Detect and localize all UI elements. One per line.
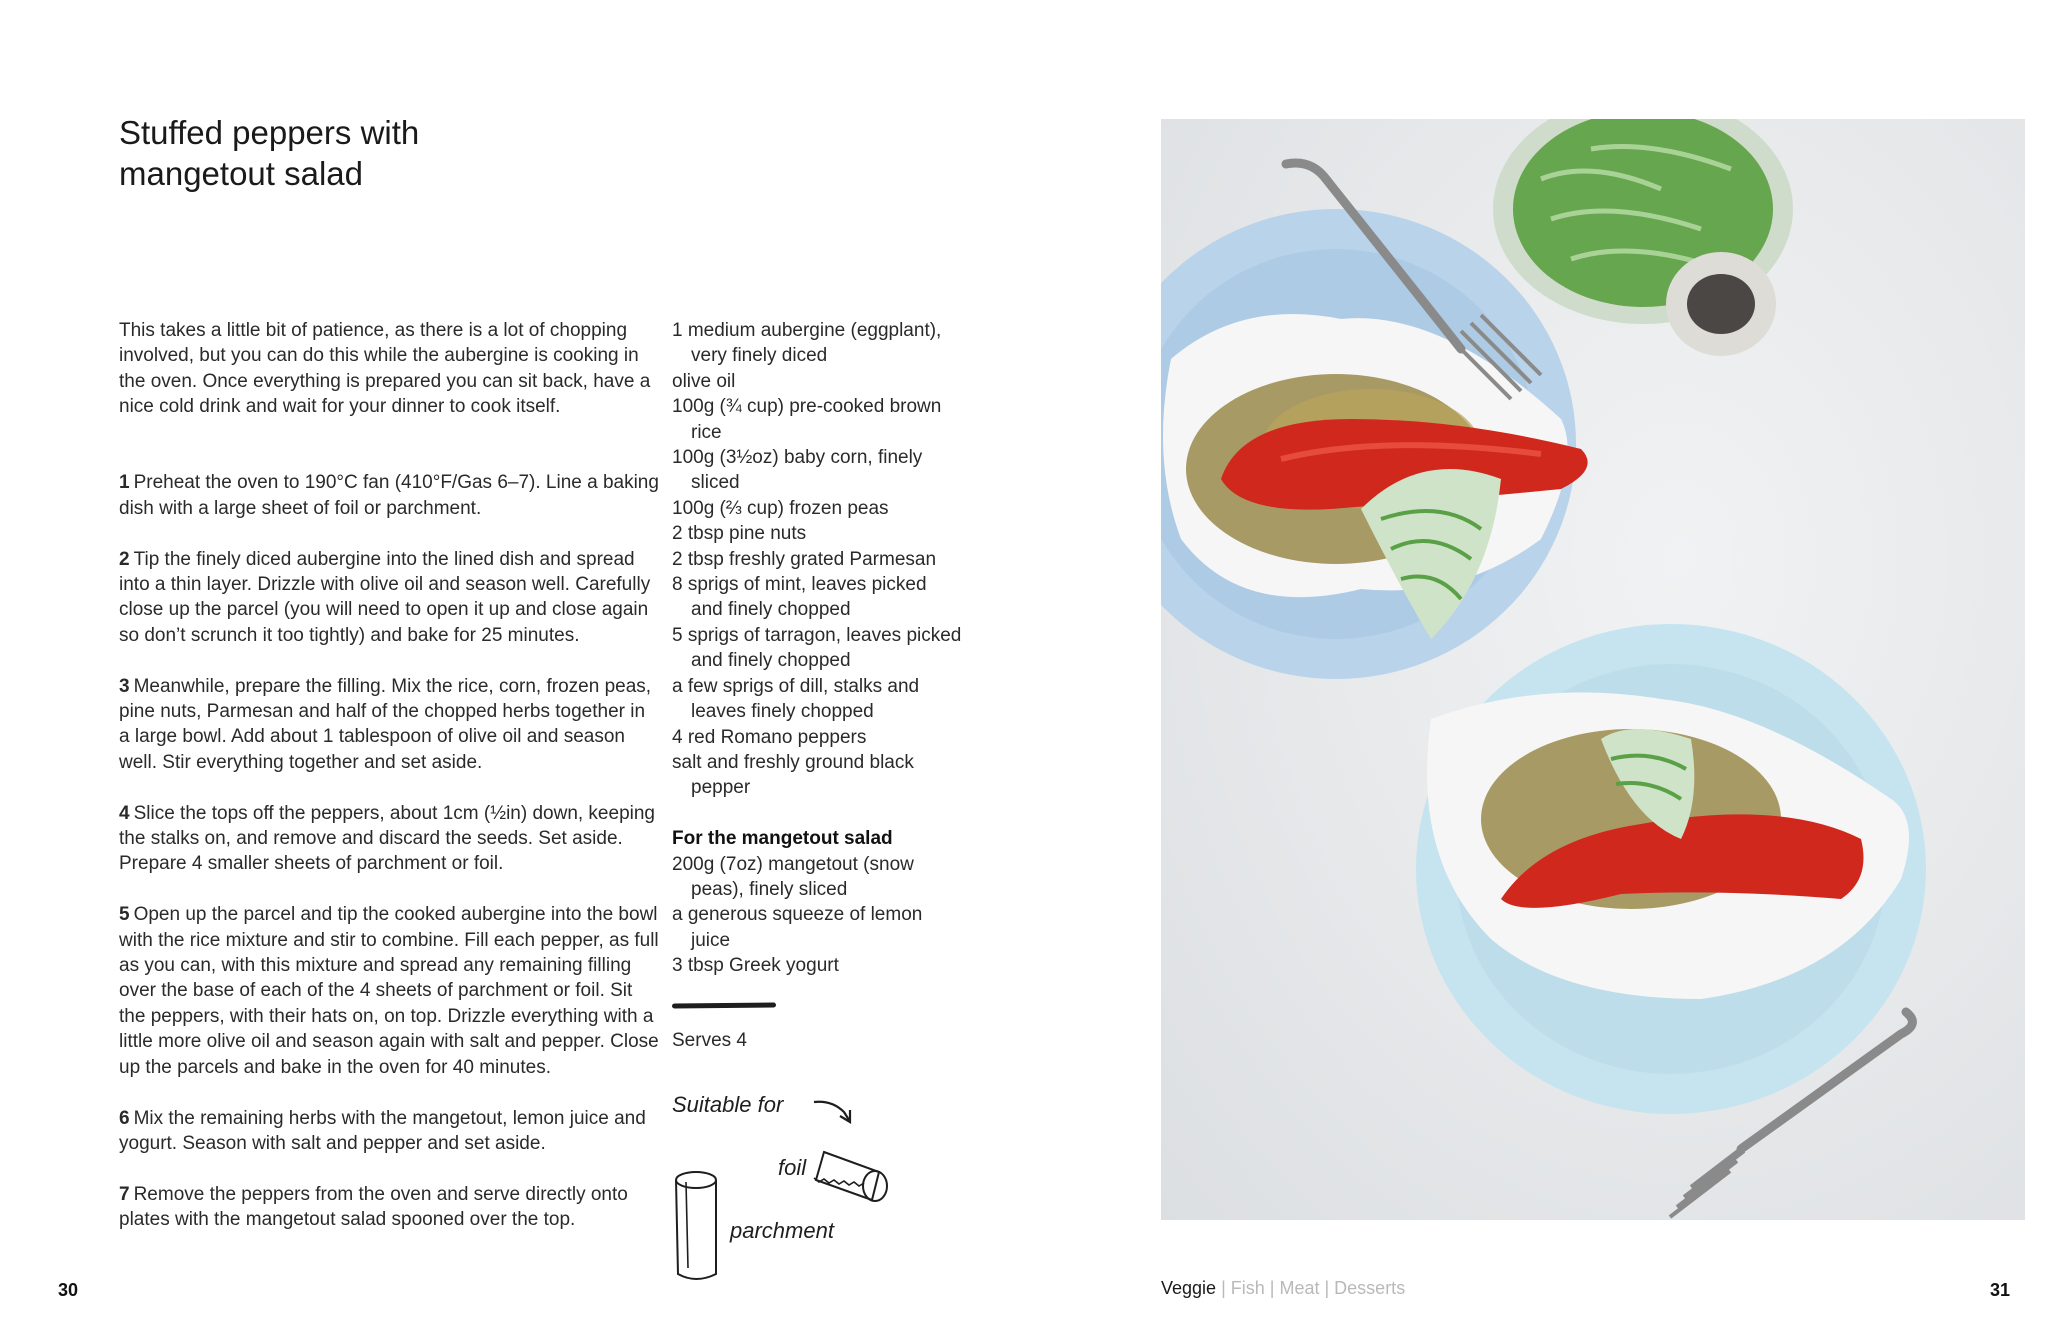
ingredient-item: 100g (¾ cup) pre-cooked brown rice (672, 396, 942, 443)
step-number: 6 (119, 1107, 130, 1129)
method-step (119, 1182, 659, 1233)
stuffed-peppers-illustration (1161, 119, 2025, 1220)
salad-ingredient-item: 3 tbsp Greek yogurt (672, 955, 839, 977)
page-number-right: 31 (1989, 1280, 2010, 1300)
method-column (119, 318, 659, 1258)
method-step (119, 1106, 659, 1157)
salad-ingredient-item: 200g (7oz) mangetout (snow peas), finely sliced (672, 853, 914, 900)
recipe-title-line2: mangetout salad (119, 155, 364, 192)
parchment-label: parchment (730, 1218, 834, 1243)
nav-veggie[interactable]: Veggie (1161, 1278, 1217, 1298)
method-step (119, 902, 659, 1080)
step-text: Slice the tops off the peppers, about 1cm (½in) down, keeping the stalks on, and remove and discard the seeds. Set aside. Prepare 4 smaller sheets of parchment or foil. (119, 802, 655, 875)
ingredient-item: 8 sprigs of mint, leaves picked and finely chopped (672, 574, 927, 621)
nav-meat[interactable]: Meat (1279, 1278, 1320, 1298)
step-text: Remove the peppers from the oven and serve directly onto plates with the mangetout salad spooned over the top. (119, 1183, 628, 1231)
nav-fish[interactable]: Fish (1230, 1278, 1265, 1298)
brush-divider (672, 1002, 776, 1008)
left-page (0, 0, 1033, 1329)
foil-roll-icon (814, 1152, 887, 1201)
foil-label: foil (778, 1155, 807, 1180)
method-step (119, 674, 659, 776)
nav-separator: | (1324, 1278, 1330, 1298)
nav-separator: | (1269, 1278, 1275, 1298)
right-page (1033, 0, 2067, 1329)
step-number: 1 (119, 472, 130, 494)
ingredient-item: olive oil (672, 370, 736, 392)
salad-ingredient-item: a generous squeeze of lemon juice (672, 904, 923, 951)
ingredient-item: salt and freshly ground black pepper (672, 751, 914, 799)
ingredient-item: 5 sprigs of tarragon, leaves picked and finely chopped (672, 624, 962, 672)
parchment-roll-icon (676, 1172, 716, 1279)
nav-desserts[interactable]: Desserts (1334, 1278, 1406, 1298)
method-step (119, 801, 659, 877)
chapter-nav (1161, 1278, 1405, 1299)
ingredient-item: 2 tbsp pine nuts (672, 523, 807, 545)
step-number: 7 (119, 1183, 130, 1205)
ingredient-item: 1 medium aubergine (eggplant), very finely diced (672, 320, 942, 367)
food-photo (1161, 119, 2025, 1220)
step-number: 2 (119, 548, 130, 570)
serves-text: Serves 4 (672, 1029, 747, 1051)
method-step (119, 547, 659, 649)
ingredient-item: 4 red Romano peppers (672, 726, 867, 748)
suitable-for-doodle (664, 1082, 934, 1292)
recipe-intro: This takes a little bit of patience, as there is a lot of chopping involved, but you can do this while the aubergine is cooking in the oven. Once everything is prepared you can sit back, have a nice cold drink and wait for your dinner to cook itself. (119, 320, 651, 418)
step-number: 5 (119, 904, 130, 926)
ingredient-item: a few sprigs of dill, stalks and leaves finely chopped (672, 675, 920, 723)
ingredients-column (672, 318, 962, 1053)
step-text: Open up the parcel and tip the cooked aubergine into the bowl with the rice mixture and stir to combine. Fill each pepper, as full as you can, with this mixture and spread any remaining filling over the base of each of the 4 sheets of parchment or foil. Sit the peppers, with their hats on, on top. Drizzle everything with a little more olive oil and season again with salt and pepper. Close up the parcels and bake in the oven for 40 minutes. (119, 904, 659, 1078)
step-text: Preheat the oven to 190°C fan (410°F/Gas 6–7). Line a baking dish with a large sheet of foil or parchment. (119, 472, 659, 519)
step-text: Mix the remaining herbs with the mangetout, lemon juice and yogurt. Season with salt and pepper and set aside. (119, 1107, 646, 1154)
page-number-left: 30 (58, 1280, 79, 1300)
ingredient-item: 100g (⅔ cup) frozen peas (672, 497, 889, 519)
step-text: Tip the finely diced aubergine into the lined dish and spread into a thin layer. Drizzle with olive oil and season well. Carefully close up the parcel (you will need to open it up and close again so don’t scrunch it too tightly) and bake for 25 minutes. (119, 548, 651, 646)
recipe-title-line1: Stuffed peppers with (119, 114, 420, 151)
suitable-for-label: Suitable for (672, 1092, 784, 1117)
step-text: Meanwhile, prepare the filling. Mix the rice, corn, frozen peas, pine nuts, Parmesan and half of the chopped herbs together in a large bowl. Add about 1 tablespoon of olive oil and season well. Stir everything together and set aside. (119, 675, 652, 773)
recipe-title (119, 112, 679, 194)
step-number: 3 (119, 675, 130, 697)
salad-heading: For the mangetout salad (672, 828, 893, 850)
step-number: 4 (119, 802, 130, 824)
ingredient-item: 2 tbsp freshly grated Parmesan (672, 548, 937, 570)
method-step (119, 470, 659, 521)
nav-separator: | (1221, 1278, 1226, 1298)
ingredient-item: 100g (3½oz) baby corn, finely sliced (672, 447, 923, 494)
